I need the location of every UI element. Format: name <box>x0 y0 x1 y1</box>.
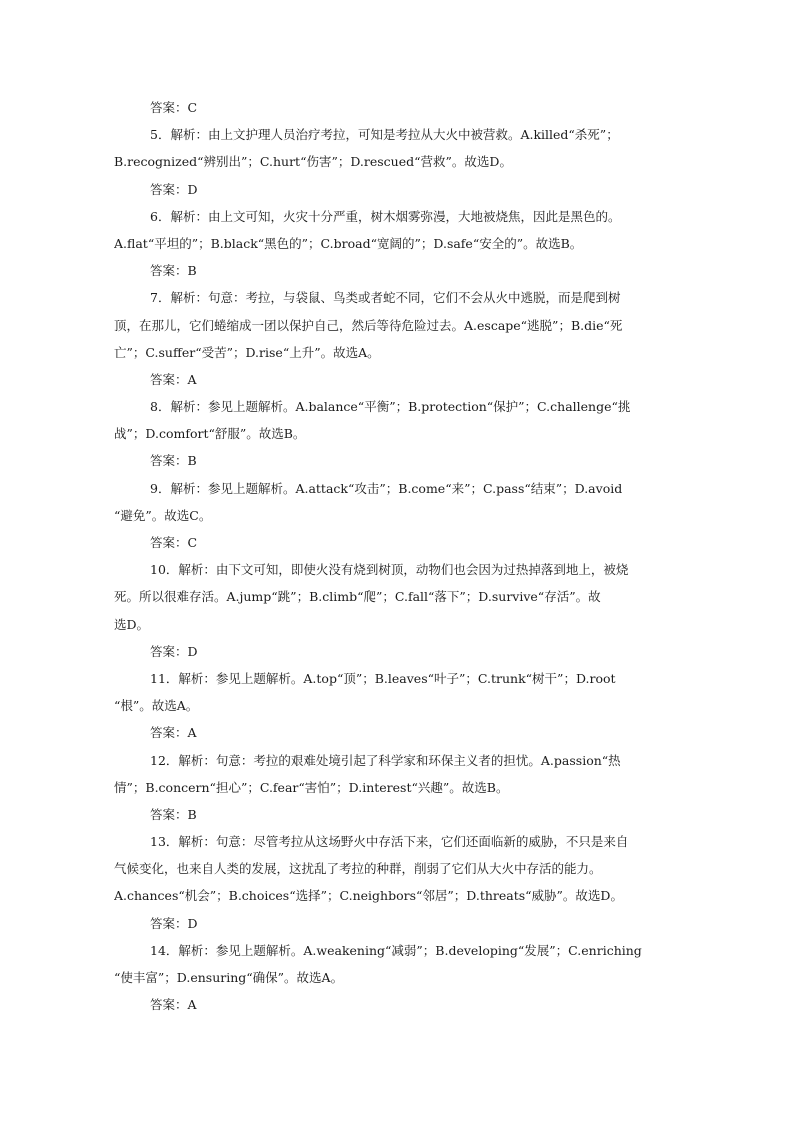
explanation-line: A.chances“机会”；B.choices“选择”；C.neighbors“邻居”；D.threats“威胁”。故选D。 <box>114 888 623 904</box>
explanation-line: 顶，在那儿，它们蜷缩成一团以保护自己，然后等待危险过去。A.escape“逃脱”；B.die“死 <box>114 317 623 333</box>
explanation-line: 亡”；C.suffer“受苦”；D.rise“上升”。故选A。 <box>114 344 380 360</box>
explanation-line: 6．解析：由上文可知，火灾十分严重，树木烟雾弥漫，大地被烧焦，因此是黑色的。 <box>150 208 621 224</box>
explanation-line: 气候变化，也来自人类的发展，这扰乱了考拉的种群，削弱了它们从大火中存活的能力。 <box>114 861 602 877</box>
explanation-line: 12．解析：句意：考拉的艰难处境引起了科学家和环保主义者的担忧。A.passion“热 <box>150 752 621 768</box>
explanation-line: 7．解析：句意：考拉，与袋鼠、鸟类或者蛇不同，它们不会从火中逃脱，而是爬到树 <box>150 290 621 306</box>
explanation-line: 10．解析：由下文可知，即使火没有烧到树顶，动物们也会因为过热掉落到地上，被烧 <box>150 562 629 578</box>
explanation-line: 死。所以很难存活。A.jump“跳”；B.climb“爬”；C.fall“落下”；D.survive“存活”。故 <box>114 589 601 605</box>
answer-line: 答案：C <box>150 535 198 550</box>
explanation-line: 11．解析：参见上题解析。A.top“顶”；B.leaves“叶子”；C.trunk“树干”；D.root <box>150 670 616 686</box>
answer-line: 答案：B <box>150 806 197 822</box>
answer-line: 答案：A <box>150 371 197 387</box>
explanation-line: 14．解析：参见上题解析。A.weakening“减弱”；B.developing“发展”；C.enriching <box>150 942 642 958</box>
explanation-line: 情”；B.concern“担心”；C.fear“害怕”；D.interest“兴趣”。故选B。 <box>114 779 509 795</box>
explanation-line: A.flat“平坦的”；B.black“黑色的”；C.broad“宽阔的”；D.safe“安全的”。故选B。 <box>114 235 583 251</box>
explanation-line: 选D。 <box>114 616 150 632</box>
explanation-line: “使丰富”；D.ensuring“确保”。故选A。 <box>114 970 344 985</box>
answer-line: 答案：A <box>150 725 197 741</box>
answer-line: 答案：D <box>150 181 198 197</box>
explanation-line: 8．解析：参见上题解析。A.balance“平衡”；B.protection“保护”；C.challenge“挑 <box>150 399 631 415</box>
explanation-line: 9．解析：参见上题解析。A.attack“攻击”；B.come“来”；C.pass“结束”；D.avoid <box>150 480 623 496</box>
explanation-line: B.recognized“辨别出”；C.hurt“伤害”；D.rescued“营救”。故选D。 <box>114 154 512 170</box>
answer-line: 答案：A <box>150 997 197 1013</box>
explanation-line: “避免”。故选C。 <box>114 507 212 523</box>
answer-line: 答案：D <box>150 915 198 931</box>
explanation-line: 战”；D.comfort“舒服”。故选B。 <box>114 426 306 442</box>
answer-line: 答案：B <box>150 453 197 469</box>
answer-line: 答案：B <box>150 263 197 279</box>
answer-line: 答案：D <box>150 643 198 659</box>
explanation-line: “根”。故选A。 <box>114 698 199 714</box>
explanation-line: 13．解析：句意：尽管考拉从这场野火中存活下来，它们还面临新的威胁，不只是来自 <box>150 834 629 850</box>
answer-line: 答案：C <box>150 100 198 115</box>
explanation-line: 5．解析：由上文护理人员治疗考拉，可知是考拉从大火中被营救。A.killed“杀死”； <box>150 127 619 143</box>
